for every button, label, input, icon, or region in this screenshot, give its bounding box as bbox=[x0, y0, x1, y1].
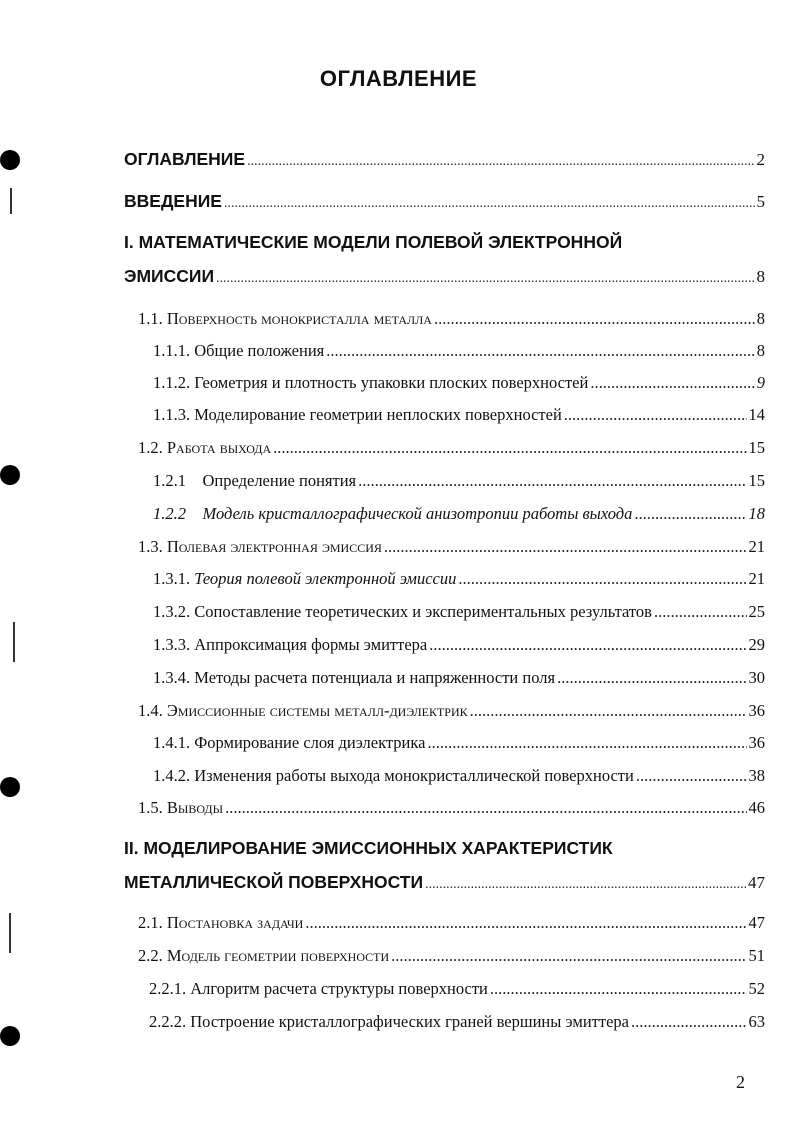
toc-entry-title: Теория полевой электронной эмиссии bbox=[194, 569, 457, 588]
toc-entry-number: 1.2. bbox=[138, 438, 163, 457]
toc-entry[interactable] bbox=[124, 151, 765, 169]
toc-entry-number: 1.3.4. bbox=[153, 668, 191, 687]
toc-entry[interactable] bbox=[138, 311, 765, 328]
toc-entry[interactable] bbox=[138, 539, 765, 556]
toc-entry[interactable] bbox=[153, 506, 765, 523]
binding-mark bbox=[9, 913, 11, 953]
toc-entry-number: 1.3.2. bbox=[153, 602, 191, 621]
toc-entry-number: 1.4.2. bbox=[153, 766, 191, 785]
toc-entry-number: 2.2.1. bbox=[149, 979, 187, 998]
toc-page-number: 8 bbox=[756, 267, 765, 286]
toc-entry[interactable] bbox=[153, 571, 765, 588]
punch-hole bbox=[0, 465, 20, 485]
toc-entry-number: 1.5. bbox=[138, 798, 163, 817]
toc-entry-title: Общие положения bbox=[194, 341, 325, 360]
punch-hole bbox=[0, 777, 20, 797]
page-title: ОГЛАВЛЕНИЕ bbox=[319, 66, 478, 91]
toc-entry-title: Полевая электронная эмиссия bbox=[166, 537, 382, 556]
leader-dots bbox=[654, 604, 747, 621]
leader-dots bbox=[631, 1014, 747, 1031]
toc-entry-title: ВВЕДЕНИЕ bbox=[124, 191, 222, 211]
toc-page-number: 38 bbox=[748, 766, 765, 785]
toc-entry-title: Геометрия и плотность упаковки плоских поверхностей bbox=[194, 373, 589, 392]
leader-dots bbox=[557, 670, 746, 687]
toc-page-number: 21 bbox=[748, 537, 765, 556]
toc-entry-number: 1.2.1 bbox=[153, 471, 186, 490]
toc-entry[interactable] bbox=[124, 193, 765, 211]
toc-entry-title: Работа выхода bbox=[166, 438, 272, 457]
toc-entry[interactable] bbox=[124, 268, 765, 286]
toc-entry[interactable] bbox=[153, 473, 765, 490]
toc-entry-number: 1.1.1. bbox=[153, 341, 191, 360]
leader-dots bbox=[225, 800, 746, 817]
toc-page-number: 46 bbox=[748, 798, 765, 817]
toc-entry-title: Сопоставление теоретических и экспериментальных результатов bbox=[194, 602, 652, 621]
toc-entry-title: Эмиссионные системы металл-диэлектрик bbox=[166, 701, 468, 720]
toc-entry-title: Выводы bbox=[166, 798, 224, 817]
toc-entry-title: ОГЛАВЛЕНИЕ bbox=[124, 149, 246, 169]
toc-entry-title: Построение кристаллографических граней вершины эмиттера bbox=[190, 1012, 629, 1031]
toc-chapter-title-line: II. МОДЕЛИРОВАНИЕ ЭМИССИОННЫХ ХАРАКТЕРИСТИК bbox=[124, 838, 613, 858]
toc-page-number: 36 bbox=[748, 733, 765, 752]
punch-hole bbox=[0, 1026, 20, 1046]
leader-dots bbox=[429, 637, 746, 654]
toc-entry-number: 2.2. bbox=[138, 946, 163, 965]
toc-page-number: 47 bbox=[748, 913, 765, 932]
toc-page-number: 52 bbox=[748, 979, 765, 998]
toc-entry[interactable] bbox=[149, 981, 765, 998]
leader-dots bbox=[634, 506, 746, 523]
leader-dots bbox=[216, 272, 754, 286]
toc-chapter-title-line: I. МАТЕМАТИЧЕСКИЕ МОДЕЛИ ПОЛЕВОЙ ЭЛЕКТРОННОЙ bbox=[124, 232, 623, 252]
toc-entry[interactable] bbox=[153, 768, 765, 785]
toc-entry[interactable] bbox=[138, 915, 765, 932]
toc-entry-number: 1.2.2 bbox=[153, 504, 186, 523]
toc-entry-title: ЭМИССИИ bbox=[124, 266, 215, 286]
toc-page-number: 2 bbox=[756, 150, 765, 169]
toc-entry[interactable] bbox=[138, 440, 765, 457]
leader-dots bbox=[425, 878, 746, 892]
toc-page-number: 14 bbox=[748, 405, 765, 424]
leader-dots bbox=[358, 473, 746, 490]
toc-page-number: 8 bbox=[756, 309, 765, 328]
toc-page-number: 5 bbox=[756, 192, 765, 211]
toc-entry-title: Модель геометрии поверхности bbox=[166, 946, 390, 965]
toc-page-number: 8 bbox=[756, 341, 765, 360]
toc-entry[interactable] bbox=[149, 1014, 765, 1031]
leader-dots bbox=[427, 735, 746, 752]
leader-dots bbox=[391, 948, 746, 965]
toc-entry[interactable] bbox=[138, 948, 765, 965]
toc-entry-title: Поверхность монокристалла металла bbox=[166, 309, 432, 328]
toc-page-number: 21 bbox=[748, 569, 765, 588]
page-number: 2 bbox=[736, 1072, 745, 1092]
binding-mark bbox=[10, 188, 12, 214]
leader-dots bbox=[490, 981, 747, 998]
toc-entry[interactable] bbox=[124, 874, 765, 892]
toc-entry-number: 1.3.3. bbox=[153, 635, 191, 654]
toc-entry[interactable] bbox=[153, 604, 765, 621]
leader-dots bbox=[224, 197, 755, 211]
toc-entry-title: Алгоритм расчета структуры поверхности bbox=[190, 979, 488, 998]
toc-entry[interactable] bbox=[153, 735, 765, 752]
toc-entry-title: Постановка задачи bbox=[166, 913, 304, 932]
toc-entry[interactable] bbox=[153, 637, 765, 654]
leader-dots bbox=[326, 343, 755, 360]
toc-entry-title: Определение понятия bbox=[202, 471, 357, 490]
toc-entry-title: Моделирование геометрии неплоских поверхностей bbox=[194, 405, 562, 424]
toc-entry[interactable] bbox=[153, 670, 765, 687]
toc-entry[interactable] bbox=[153, 407, 765, 424]
toc-entry-title: Изменения работы выхода монокристаллической поверхности bbox=[194, 766, 634, 785]
leader-dots bbox=[305, 915, 746, 932]
toc-entry-number: 1.4. bbox=[138, 701, 163, 720]
toc-entry-title: МЕТАЛЛИЧЕСКОЙ ПОВЕРХНОСТИ bbox=[124, 872, 424, 892]
toc-entry-number: 1.1.3. bbox=[153, 405, 191, 424]
punch-hole bbox=[0, 150, 20, 170]
toc-page-number: 30 bbox=[748, 668, 765, 687]
toc-page-number: 15 bbox=[748, 438, 765, 457]
toc-entry-title: Методы расчета потенциала и напряженности поля bbox=[194, 668, 556, 687]
toc-page-number: 36 bbox=[748, 701, 765, 720]
leader-dots bbox=[470, 703, 747, 720]
leader-dots bbox=[273, 440, 746, 457]
toc-page-number: 47 bbox=[748, 873, 765, 892]
toc-page-number: 9 bbox=[756, 373, 765, 392]
leader-dots bbox=[247, 155, 754, 169]
toc-page-number: 29 bbox=[748, 635, 765, 654]
toc-entry-number: 1.3.1. bbox=[153, 569, 191, 588]
toc-page-number: 25 bbox=[748, 602, 765, 621]
toc-entry[interactable] bbox=[153, 375, 765, 392]
toc-entry-number: 2.2.2. bbox=[149, 1012, 187, 1031]
toc-page-number: 15 bbox=[748, 471, 765, 490]
leader-dots bbox=[458, 571, 746, 588]
toc-entry-number: 1.4.1. bbox=[153, 733, 191, 752]
toc-entry[interactable] bbox=[153, 343, 765, 360]
toc-entry[interactable] bbox=[138, 703, 765, 720]
leader-dots bbox=[564, 407, 747, 424]
toc-entry[interactable] bbox=[138, 800, 765, 817]
toc-entry-title: Аппроксимация формы эмиттера bbox=[194, 635, 428, 654]
binding-mark bbox=[13, 622, 15, 662]
toc-entry-title: Модель кристаллографической анизотропии работы выхода bbox=[202, 504, 633, 523]
toc-page-number: 18 bbox=[748, 504, 765, 523]
leader-dots bbox=[590, 375, 754, 392]
toc-entry-number: 2.1. bbox=[138, 913, 163, 932]
toc-entry-number: 1.3. bbox=[138, 537, 163, 556]
toc-page-number: 63 bbox=[748, 1012, 765, 1031]
leader-dots bbox=[384, 539, 747, 556]
toc-page-number: 51 bbox=[748, 946, 765, 965]
toc-entry-title: Формирование слоя диэлектрика bbox=[194, 733, 426, 752]
toc-entry-number: 1.1.2. bbox=[153, 373, 191, 392]
toc-entry-number: 1.1. bbox=[138, 309, 163, 328]
leader-dots bbox=[636, 768, 747, 785]
leader-dots bbox=[434, 311, 755, 328]
